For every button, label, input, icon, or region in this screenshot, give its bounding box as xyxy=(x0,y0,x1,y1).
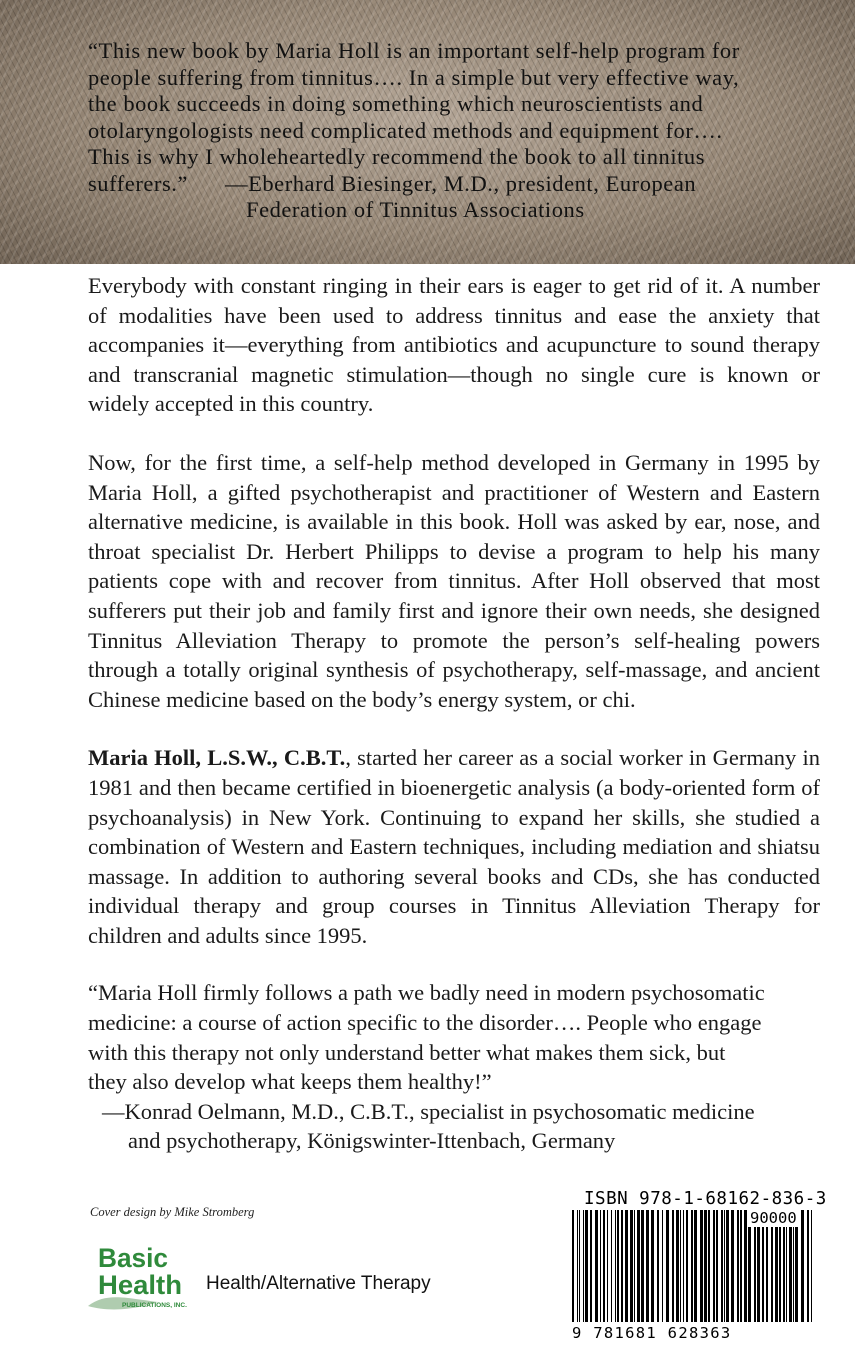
bottom-endorsement-quote xyxy=(88,978,820,1156)
barcode-bar xyxy=(641,1210,644,1322)
barcode-bar xyxy=(611,1210,612,1322)
fur-texture-header xyxy=(0,0,855,264)
isbn-label: ISBN 978-1-68162-836-3 xyxy=(584,1189,827,1209)
author-bio-paragraph xyxy=(88,743,820,950)
quote-line: people suffering from tinnitus…. In a simple but very effective way, xyxy=(88,64,740,90)
barcode-bar xyxy=(630,1210,633,1322)
barcode-bar xyxy=(801,1210,804,1322)
quote-line: with this therapy not only understand better what makes them sick, but xyxy=(88,1039,726,1065)
quote-line: they also develop what keeps them healthy!” xyxy=(88,1069,492,1095)
barcode-bar xyxy=(657,1210,659,1322)
barcode-bar xyxy=(680,1210,681,1322)
barcode-bar xyxy=(590,1210,592,1322)
author-bio: , started her career as a social worker in Germany in 1981 and then became certified in bioenergetic analysis (a body-oriented form of psychoanalysis) in New York. Continuing to expand her skills, she studied a combination of Western and Eastern techniques, including mediation and shiatsu massage. In addition to authoring several books and CDs, she has conducted individual therapy and group courses in Tinnitus Alleviation Therapy for children and adults since 1995. xyxy=(88,745,820,948)
author-name: Maria Holl, L.S.W., C.B.T. xyxy=(88,745,346,771)
barcode-bar xyxy=(811,1210,812,1322)
barcode-bar xyxy=(721,1210,723,1322)
barcode-bar xyxy=(579,1210,580,1322)
publisher-logo xyxy=(86,1240,196,1314)
barcode-bar xyxy=(691,1210,693,1322)
logo-word-basic: Basic xyxy=(98,1243,168,1273)
barcode-bar xyxy=(646,1210,649,1322)
barcode-bar xyxy=(651,1210,654,1322)
barcode-bar xyxy=(607,1210,608,1322)
quote-attribution-line xyxy=(88,171,808,198)
barcode-bar xyxy=(572,1210,574,1322)
barcode-bar xyxy=(724,1210,725,1322)
barcode-bar xyxy=(585,1210,588,1322)
quote-attribution: —Konrad Oelmann, M.D., C.B.T., specialist in psychosomatic medicine xyxy=(102,1098,755,1124)
barcode-bar xyxy=(621,1210,623,1322)
barcode-bar xyxy=(716,1210,718,1322)
barcode-bar xyxy=(807,1210,809,1322)
barcode xyxy=(568,1210,818,1325)
quote-line: “Maria Holl firmly follows a path we badly need in modern psychosomatic xyxy=(88,980,765,1006)
logo-word-health: Health xyxy=(98,1270,182,1300)
barcode-bar xyxy=(625,1210,628,1322)
barcode-bar xyxy=(737,1210,739,1322)
quote-last-line: sufferers.” xyxy=(88,170,188,196)
barcode-bar xyxy=(704,1210,707,1322)
barcode-bar xyxy=(683,1210,684,1322)
back-cover-body xyxy=(88,271,820,1156)
top-endorsement-quote xyxy=(88,38,808,224)
barcode-bar xyxy=(637,1210,640,1322)
cover-design-credit: Cover design by Mike Stromberg xyxy=(90,1205,255,1219)
barcode-bar xyxy=(740,1210,742,1322)
barcode-bar xyxy=(595,1210,598,1322)
barcode-bar xyxy=(744,1210,747,1322)
price-code: 90000 xyxy=(750,1209,797,1227)
barcode-bar xyxy=(672,1210,674,1322)
ean-digits: 9 781681 628363 xyxy=(572,1324,732,1342)
barcode-bar xyxy=(726,1210,729,1322)
barcode-bar xyxy=(694,1210,697,1322)
barcode-bar xyxy=(600,1210,601,1322)
barcode-bar xyxy=(731,1210,734,1322)
barcode-bar xyxy=(603,1210,605,1322)
barcode-bar xyxy=(615,1210,616,1322)
quote-line: the book succeeds in doing something which neuroscientists and xyxy=(88,91,704,116)
barcode-bar xyxy=(662,1210,663,1322)
quote-attribution-cont: and psychotherapy, Königswinter-Ittenbach, Germany xyxy=(128,1128,616,1154)
quote-line: “This new book by Maria Holl is an important self-help program for xyxy=(88,38,740,63)
quote-line: This is why I wholeheartedly recommend the book to all tinnitus xyxy=(88,144,706,169)
quote-attribution-cont: Federation of Tinnitus Associations xyxy=(246,197,585,222)
barcode-bar xyxy=(676,1210,679,1322)
barcode-bar xyxy=(686,1210,688,1322)
quote-attribution: —Eberhard Biesinger, M.D., president, European xyxy=(225,170,697,196)
barcode-bar xyxy=(713,1210,715,1322)
description-paragraph-2: Now, for the first time, a self-help method developed in Germany in 1995 by Maria Holl, a gifted psychotherapist and practitioner of Western and Eastern alternative medicine, is available in this book. Holl was asked by ear, nose, and throat specialist Dr. Herbert Philipps to devise a program to help his many patients cope with and recover from tinnitus. After Holl observed that most sufferers put their job and family first and ignore their own needs, she designed Tinnitus Alleviation Therapy to promote the person’s self-healing powers through a totally original synthesis of psychotherapy, self-massage, and ancient Chinese medicine based on the body’s energy system, or chi. xyxy=(88,449,820,712)
quote-line: medicine: a course of action specific to the disorder…. People who engage xyxy=(88,1010,762,1036)
logo-subtitle: PUBLICATIONS, INC. xyxy=(122,1302,187,1309)
barcode-bar xyxy=(583,1210,584,1322)
barcode-bar xyxy=(577,1210,578,1322)
barcode-bar xyxy=(666,1210,669,1322)
description-paragraph-1: Everybody with constant ringing in their ears is eager to get rid of it. A number of modalities have been used to address tinnitus and ease the anxiety that accompanies it—everything from antibiotics and acupuncture to sound therapy and transcranial magnetic stimulation—though no single cure is known or widely accepted in this country. xyxy=(88,273,820,417)
barcode-bar xyxy=(708,1210,710,1322)
barcode-bar xyxy=(700,1210,703,1322)
barcode-bar xyxy=(617,1210,619,1322)
barcode-bar xyxy=(634,1210,635,1322)
quote-line: otolaryngologists need complicated methods and equipment for…. xyxy=(88,117,723,143)
category-label: Health/Alternative Therapy xyxy=(206,1273,431,1294)
